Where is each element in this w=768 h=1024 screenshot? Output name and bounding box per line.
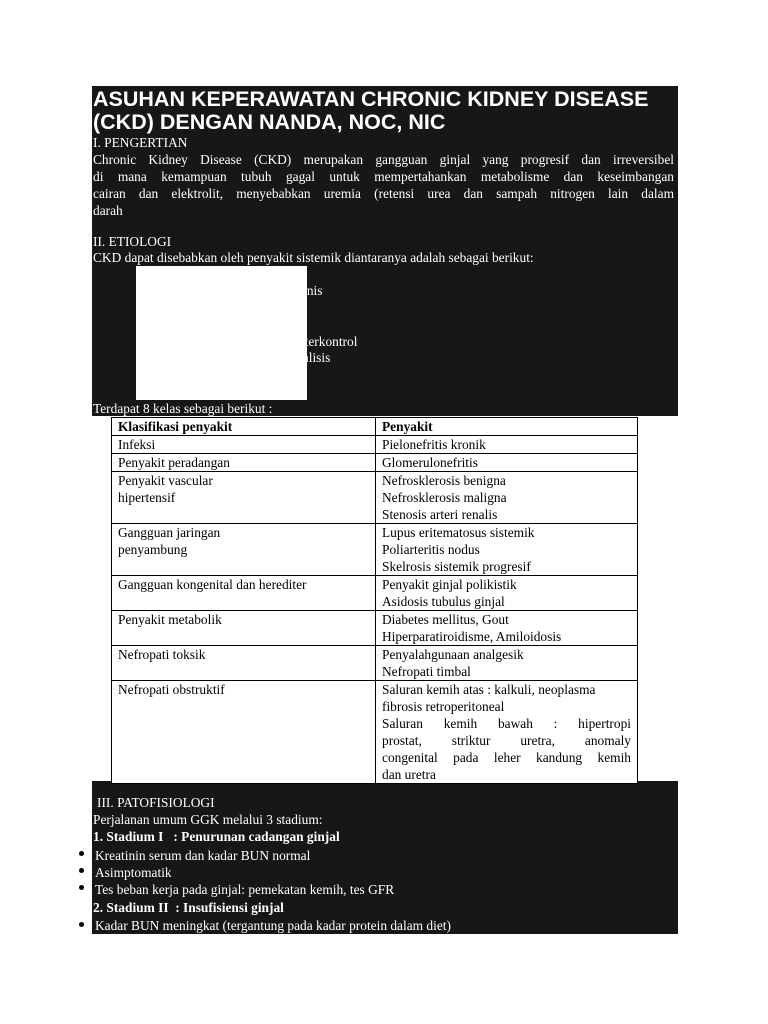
table-row [112, 681, 638, 784]
table-intro: Terdapat 8 kelas sebagai berikut : [93, 401, 273, 416]
cell-text: Gangguan kongenital dan herediter [118, 577, 307, 592]
cell-text: Penyakit ginjal polikistik [382, 577, 517, 592]
cell-text: Lupus eritematosus sistemik [382, 525, 535, 540]
table-row [112, 472, 638, 524]
disease-cell [376, 611, 638, 646]
cell-text: Diabetes mellitus, Gout [382, 612, 509, 627]
stage-2-heading: 2. Stadium II : Insufisiensi ginjal [93, 900, 284, 915]
stage-1-bullet: Tes beban kerja pada ginjal: pemekatan kemih, tes GFR [95, 882, 395, 897]
classification-cell [112, 472, 376, 524]
list-number: 2. [140, 285, 149, 297]
stage-1-bullet: Asimptomatik [95, 865, 172, 880]
section-2-intro: CKD dapat disebabkan oleh penyakit sistemik diantaranya adalah sebagai berikut: [93, 250, 534, 265]
dark-block-list-right [307, 266, 678, 400]
classification-cell [112, 611, 376, 646]
list-item: Hipertensi yang tidak terkontrol [186, 334, 358, 349]
classification-cell [112, 681, 376, 784]
cell-text: penyambung [118, 542, 188, 557]
table-row [112, 611, 638, 646]
cell-text: Infeksi [118, 437, 156, 452]
disease-cell [376, 646, 638, 681]
section-1-heading: I. PENGERTIAN [93, 135, 188, 150]
classification-cell [112, 524, 376, 576]
classification-cell [112, 646, 376, 681]
classification-cell [112, 454, 376, 472]
cell-text: Nefrosklerosis benigna [382, 473, 506, 488]
disease-cell [376, 472, 638, 524]
cell-text: Penyakit peradangan [118, 455, 230, 470]
list-item: Gangguan vaskuler [186, 367, 290, 382]
classification-cell [112, 436, 376, 454]
section-1-line-2: di mana kemampuan tubuh gagal untuk mempertahankan metabolisme dan keseimbangan [93, 169, 674, 184]
list-number: 4. [140, 319, 149, 331]
cell-text: Nefropati toksik [118, 647, 206, 662]
section-1-line-1: Chronic Kidney Disease (CKD) merupakan gangguan ginjal yang progresif dan irreversibel [93, 152, 674, 167]
section-1-line-3: cairan dan elektrolit, menyebabkan uremia (retensi urea dan sampah nitrogen lain dalam [93, 186, 674, 201]
cell-text: dan uretra [382, 767, 436, 782]
table-header-classification: Klasifikasi penyakit [112, 418, 376, 436]
list-item: Pielonefritis [186, 300, 252, 315]
table-row [112, 454, 638, 472]
stage-1-bullet: Kreatinin serum dan kadar BUN normal [95, 848, 311, 863]
bullet-icon [78, 881, 86, 889]
classification-table [111, 417, 638, 784]
section-3-heading: III. PATOFISIOLOGI [97, 795, 215, 810]
cell-text: Nefropati timbal [382, 664, 471, 679]
cell-text: Saluran kemih bawah : hipertropi [382, 716, 631, 731]
cell-text: Hiperparatiroidisme, Amiloidosis [382, 629, 562, 644]
disease-cell [376, 681, 638, 784]
list-number: 6. [140, 353, 149, 365]
list-number: 1. [140, 268, 149, 280]
table-row [112, 576, 638, 611]
cell-text: Asidosis tubulus ginjal [382, 594, 505, 609]
list-number: 5. [140, 336, 149, 348]
cell-text: hipertensif [118, 490, 176, 505]
list-item: Agen toksis [186, 317, 250, 332]
bullet-icon [78, 864, 86, 872]
table-header-row [112, 418, 638, 436]
page-title: ASUHAN KEPERAWATAN CHRONIC KIDNEY DISEASE (CKD) DENGAN NANDA, NOC, NIC [93, 87, 649, 134]
cell-text: fibrosis retroperitoneal [382, 699, 505, 714]
list-number: 7. [140, 370, 149, 382]
cell-text: Penyakit vascular [118, 473, 213, 488]
section-3-intro: Perjalanan umum GGK melalui 3 stadium: [93, 812, 323, 827]
cell-text: Nefropati obstruktif [118, 682, 225, 697]
disease-cell [376, 524, 638, 576]
stage-1-heading: 1. Stadium I : Penurunan cadangan ginjal [93, 829, 340, 844]
disease-cell [376, 576, 638, 611]
bullet-icon [78, 918, 86, 926]
table-row [112, 436, 638, 454]
bullet-icon [78, 847, 86, 855]
section-1-line-4: darah [93, 203, 123, 218]
list-item: Obstruksi traktus urinalisis [186, 350, 331, 365]
table-row [112, 524, 638, 576]
cell-text: Saluran kemih atas : kalkuli, neoplasma [382, 682, 596, 697]
section-2-heading: II. ETIOLOGI [93, 234, 172, 249]
cell-text: Penyakit metabolik [118, 612, 222, 627]
table-header-disease: Penyakit [376, 418, 638, 436]
list-number: 3. [140, 302, 149, 314]
disease-cell [376, 454, 638, 472]
dark-block-list-left [92, 266, 136, 400]
cell-text: Stenosis arteri renalis [382, 507, 498, 522]
list-item: Infeksi [186, 384, 224, 399]
cell-text: Skelrosis sistemik progresif [382, 559, 531, 574]
table-row [112, 646, 638, 681]
cell-text: Penyalahgunaan analgesik [382, 647, 524, 662]
list-item: DM. [186, 266, 211, 281]
cell-text: Gangguan jaringan [118, 525, 221, 540]
list-number: 8. [140, 387, 149, 399]
cell-text: Poliarteritis nodus [382, 542, 480, 557]
stage-2-bullet: Kadar BUN meningkat (tergantung pada kadar protein dalam diet) [95, 918, 451, 933]
cell-text: Glomerulonefritis [382, 455, 478, 470]
cell-text: prostat, striktur uretra, anomaly [382, 733, 631, 748]
disease-cell [376, 436, 638, 454]
classification-cell [112, 576, 376, 611]
cell-text: Nefrosklerosis maligna [382, 490, 507, 505]
cell-text: congenital pada leher kandung kemih [382, 750, 631, 765]
list-item: Glomerulonefrtitis kronis [186, 283, 323, 298]
cell-text: Pielonefritis kronik [382, 437, 486, 452]
